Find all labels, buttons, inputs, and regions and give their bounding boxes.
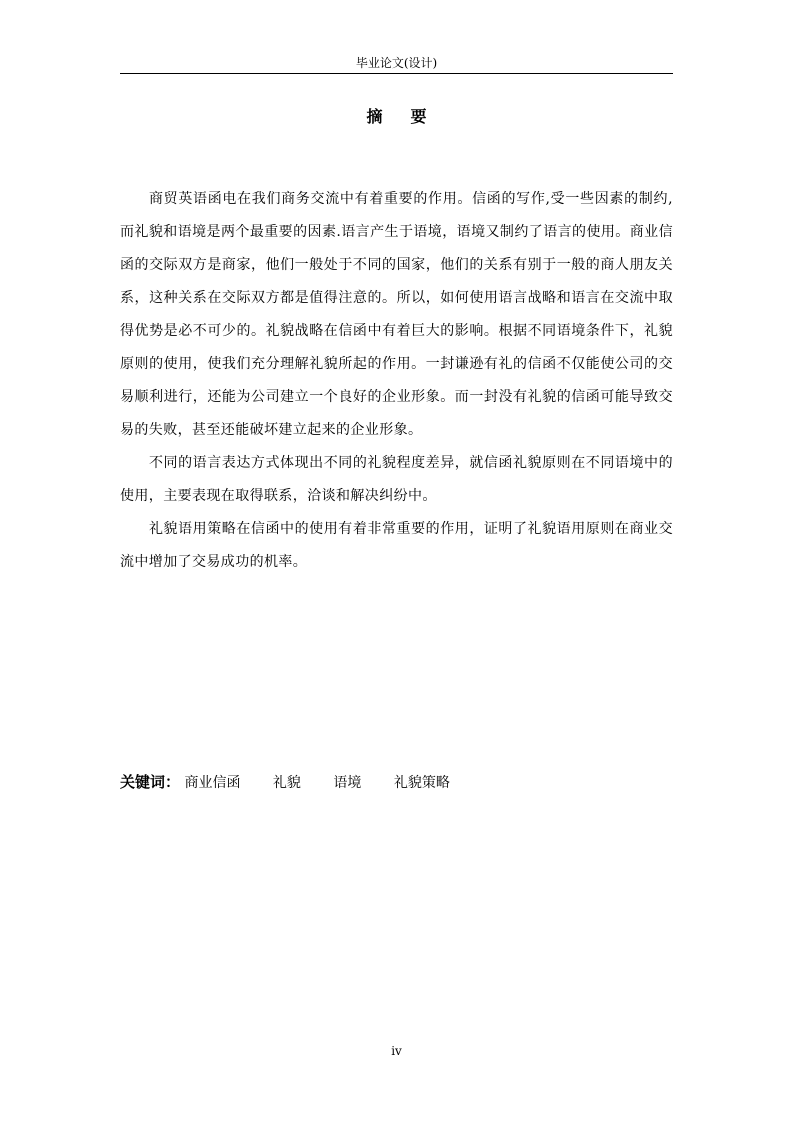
keyword-item: 商业信函: [184, 775, 241, 791]
abstract-paragraph-2: 不同的语言表达方式体现出不同的礼貌程度差异，就信函礼貌原则在不同语境中的使用，主要表现在取得联系，洽谈和解决纠纷中。: [120, 455, 673, 504]
keyword-item: 礼貌: [272, 775, 301, 791]
keywords-line: [120, 770, 673, 795]
keyword-item: 语境: [333, 775, 362, 791]
abstract-paragraph-1: 商贸英语函电在我们商务交流中有着重要的作用。信函的写作,受一些因素的制约,而礼貌和语境是两个最重要的因素.语言产生于语境，语境又制约了语言的使用。商业信函的交际双方是商家，他们一般处于不同的国家，他们的关系有别于一般的商人朋友关系，这种关系在交际双方都是值得注意的。所以，如何使用语言战略和语言在交流中取得优势是必不可少的。礼貌战略在信函中有着巨大的影响。根据不同语境条件下，礼貌原则的使用，使我们充分理解礼貌所起的作用。一封谦逊有礼的信函不仅能使公司的交易顺利进行，还能为公司建立一个良好的企业形象。而一封没有礼貌的信函可能导致交易的失败，甚至还能破坏建立起来的企业形象。: [120, 191, 673, 438]
page-number: iv: [391, 1044, 402, 1058]
abstract-paragraph-3: 礼貌语用策略在信函中的使用有着非常重要的作用，证明了礼貌语用原则在商业交流中增加了交易成功的机率。: [120, 521, 673, 570]
keywords-label: 关键词：: [120, 773, 181, 791]
abstract-title: 摘要: [366, 107, 455, 126]
header-divider: [120, 73, 673, 74]
keyword-item: 礼貌策略: [393, 775, 450, 791]
abstract-body: [120, 183, 673, 579]
page-header: 毕业论文(设计): [355, 56, 438, 70]
